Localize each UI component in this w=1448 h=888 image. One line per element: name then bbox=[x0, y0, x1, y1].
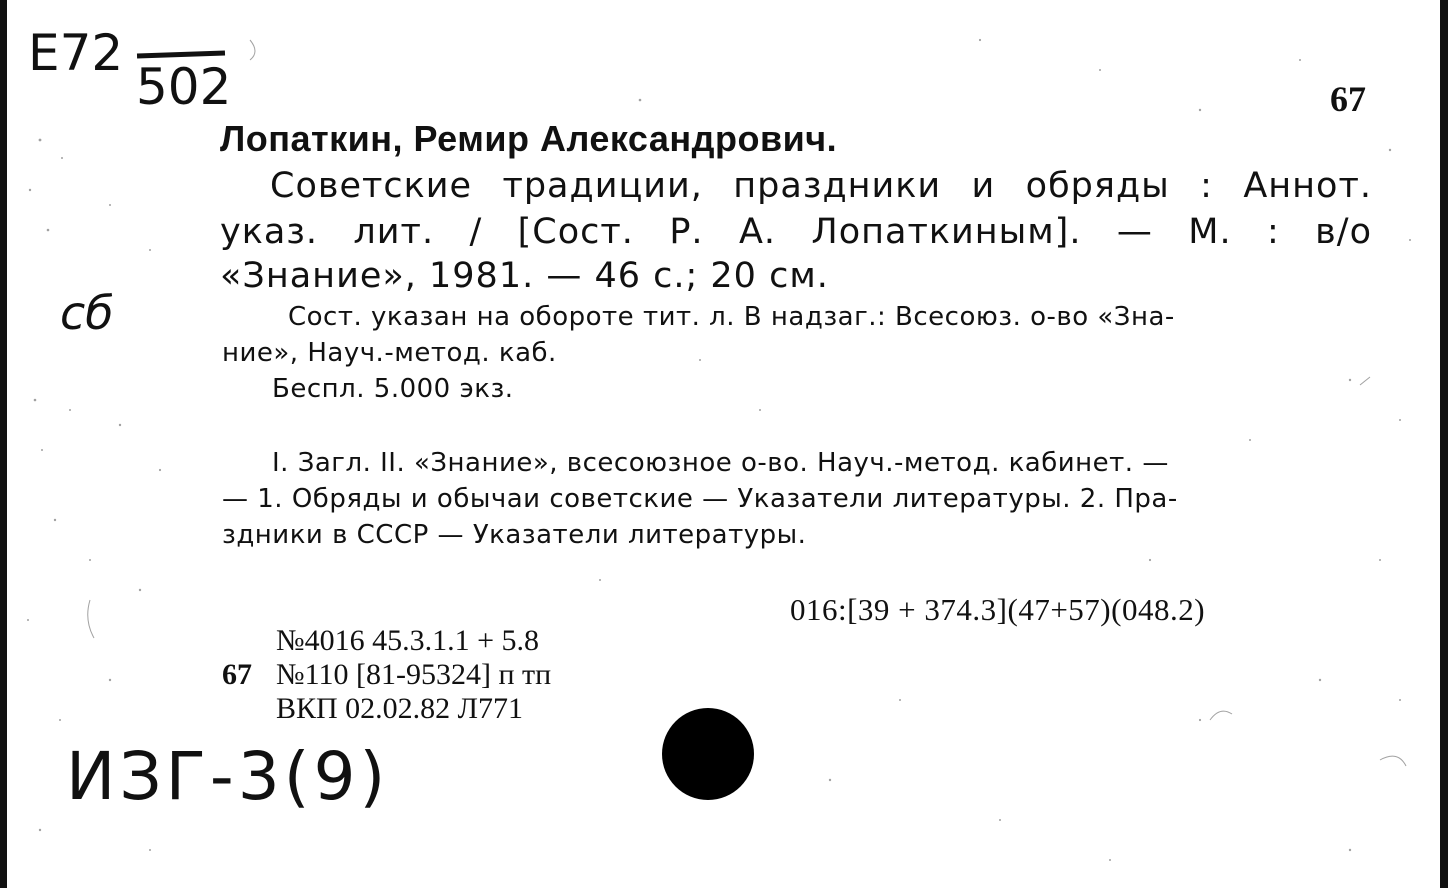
technical-line-prefix: 67 bbox=[222, 658, 252, 691]
card-number: 67 bbox=[1330, 79, 1366, 119]
price-copies: Беспл. 5.000 экз. bbox=[272, 374, 514, 404]
technical-line: №110 [81-95324] п тп bbox=[276, 658, 552, 691]
handwritten-shelf-code: E72 bbox=[28, 24, 124, 82]
tracing-line: — 1. Обряды и обычаи советские — Указатели литературы. 2. Пра- bbox=[222, 484, 1178, 514]
note-line: ние», Науч.-метод. каб. bbox=[222, 338, 557, 368]
tracing-line: здники в СССР — Указатели литературы. bbox=[222, 520, 807, 550]
udc-classification: 016:[39 + 374.3](47+57)(048.2) bbox=[790, 592, 1206, 627]
handwritten-side-mark: сб bbox=[60, 286, 114, 340]
tracing-line: I. Загл. II. «Знание», всесоюзное о-во. Науч.-метод. кабинет. — bbox=[272, 448, 1169, 478]
title-line: указ. лит. / [Сост. Р. А. Лопаткиным]. — М. : в/о bbox=[220, 212, 1372, 252]
handwritten-location-code: ИЗГ-3(9) bbox=[66, 738, 390, 815]
author-heading: Лопаткин, Ремир Александрович. bbox=[220, 118, 838, 159]
handwritten-fraction-number: 502 bbox=[136, 58, 232, 116]
title-line: Советские традиции, праздники и обряды : Аннот. bbox=[270, 166, 1372, 206]
card-punch-hole bbox=[662, 708, 754, 800]
title-line: «Знание», 1981. — 46 с.; 20 см. bbox=[220, 256, 829, 296]
technical-line: №4016 45.3.1.1 + 5.8 bbox=[276, 624, 540, 657]
technical-line: ВКП 02.02.82 Л771 bbox=[276, 692, 524, 725]
note-line: Сост. указан на обороте тит. л. В надзаг.: Всесоюз. о-во «Зна- bbox=[288, 302, 1175, 332]
